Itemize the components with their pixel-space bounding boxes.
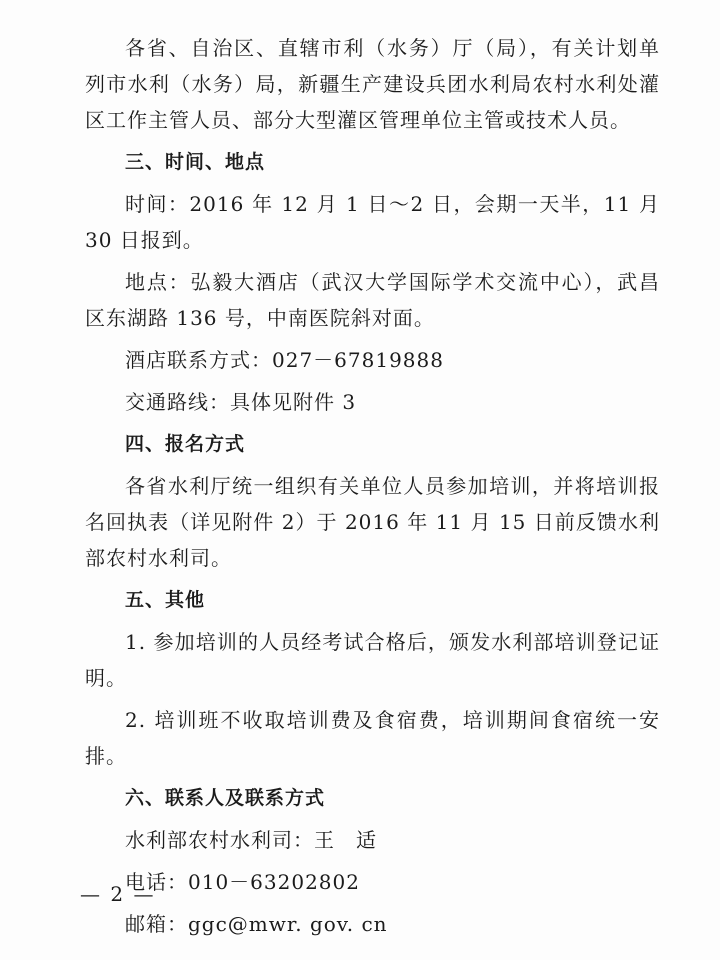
paragraph-registration: 各省水利厅统一组织有关单位人员参加培训，并将培训报名回执表（详见附件 2）于 2016 年 11 月 15 日前反馈水利部农村水利司。 (85, 474, 660, 570)
page-number: — 2 — (80, 882, 156, 906)
paragraph-hotel-contact: 酒店联系方式：027－67819888 (125, 348, 444, 372)
paragraph-email: 邮箱：ggc@mwr. gov. cn (125, 912, 388, 936)
section-heading-other: 五、其他 (125, 589, 206, 611)
paragraph-fees: 2. 培训班不收取培训费及食宿费，培训期间食宿统一安排。 (85, 708, 660, 768)
paragraph-phone: 电话：010－63202802 (125, 870, 360, 894)
document-body (85, 30, 660, 942)
paragraph-transport: 交通路线：具体见附件 3 (125, 390, 357, 414)
paragraph-participants: 各省、自治区、直辖市利（水务）厅（局），有关计划单列市水利（水务）局，新疆生产建设兵团水利局农村水利处灌区工作主管人员、部分大型灌区管理单位主管或技术人员。 (85, 36, 660, 132)
section-heading-contact: 六、联系人及联系方式 (125, 787, 326, 809)
section-heading-time-location: 三、时间、地点 (125, 151, 266, 173)
paragraph-time: 时间：2016 年 12 月 1 日～2 日，会期一天半，11 月 30 日报到。 (85, 192, 660, 252)
paragraph-certificate: 1. 参加培训的人员经考试合格后，颁发水利部培训登记证明。 (85, 630, 660, 690)
section-heading-registration: 四、报名方式 (125, 433, 246, 455)
paragraph-contact-person: 水利部农村水利司：王 适 (125, 828, 377, 852)
paragraph-location: 地点：弘毅大酒店（武汉大学国际学术交流中心），武昌区东湖路 136 号，中南医院斜对面。 (85, 270, 660, 330)
